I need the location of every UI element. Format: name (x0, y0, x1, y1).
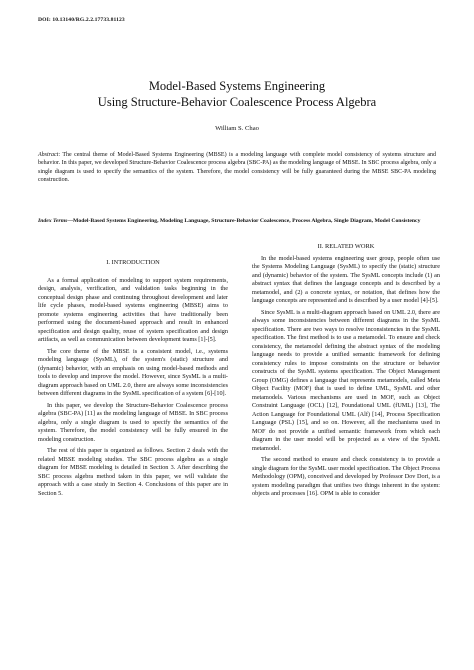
paragraph: Since SysML is a multi-diagram approach based on UML 2.0, there are always some inconsistencies between different diagrams in the SysML specification. There are two ways to resolve inconsistencies in the SysML specification. The first method is to use a metamodel. To ensure and check consistency, the metamodel defining the abstract syntax of the modeling language needs to provide a unified semantic framework for defining consistency rules to impose constraints on the structure or behavior constructs of the SysML systems specification. The Object Management Group (OMG) defines a language that represents metamodels, called Meta Object Facility (MOF) that is used to define UML, SysML and other metamodels. Various mechanisms are used in MOF, such as Object Constraint Language (OCL) [12], Foundational UML (fUML) [13], The Action Language for Foundational UML (Alf) [14], Process Specification Language (PSL) [15], and so on. However, all the mechanisms used in MOF do not provide a unified semantic framework from which each diagram in the user model will be projected as a view of the SysML metamodel. (252, 308, 440, 452)
index-terms-text: —Model-Based Systems Engineering, Modeling Language, Structure-Behavior Coalescence, Process Algebra, Single Diagram, Model Consistency (67, 218, 421, 224)
left-column (38, 259, 228, 501)
abstract-text: : The central theme of Model-Based Systems Engineering (MBSE) is a modeling language with complete model consistency of systems structure and behavior. In this paper, we developed Structure-Behavior Coalescence process algebra (SBC-PA) as the modeling language of MBSE. In SBC process algebra, only a single diagram is used to specify the semantics of the system. Therefore, the model consistency will be fully guaranteed during the MBSE SBC-PA modeling construction. (38, 152, 436, 184)
author-name: William S. Chao (215, 125, 259, 132)
paragraph: In the model-based systems engineering user group, people often use the Systems Modeling Language (SysML) to specify the (static) structure and (dynamic) behavior of the system. The SysML concepts include (1) an abstract syntax that defines the language concepts and is described by a metamodel, and (2) a concrete syntax, or notation, that defines how the language concepts are represented and is described by a user model [4]-[5]. (252, 254, 440, 304)
index-terms (38, 217, 436, 225)
paper-title-line-1: Model-Based Systems Engineering (148, 79, 326, 93)
right-column (252, 243, 440, 502)
abstract (38, 151, 436, 185)
paragraph: As a formal application of modeling to support system requirements, design, analysis, verification, and validation tasks beginning in the conceptual design phase and continuing throughout development and later life cycle phases, model-based systems engineering (MBSE) aims to promote systems engineering activities that have traditionally been performed using the document-based approach and result in enhanced specification and design quality, reuse of system specification and design artifacts, as well as communication between development teams [1]-[5]. (38, 276, 228, 343)
paragraph: The second method to ensure and check consistency is to provide a single diagram for the SysML user model specification. The Object Process Methodology (OPM), conceived and developed by Professor Dov Dori, is a system modeling paradigm that unifies two things inherent in the system: objects and processes [16]. OPM is able to consider (252, 456, 440, 497)
section-heading-introduction: I. INTRODUCTION (106, 259, 160, 266)
index-terms-label: Index Terms (38, 218, 68, 224)
abstract-label: Abstract (38, 152, 59, 158)
paragraph: The rest of this paper is organized as follows. Section 2 deals with the related MBSE modeling studies. The SBC process algebra as a single diagram for MBSE modeling is detailed in Section 3. After describing the SBC process algebra method taken in this paper, we will validate the approach with a case study in Section 4. Conclusions of this paper are in Section 5. (38, 447, 228, 497)
paragraph: In this paper, we develop the Structure-Behavior Coalescence process algebra (SBC-PA) [11] as the modeling language of MBSE. In SBC process algebra, only a single diagram is used to specify the semantics of the system. Therefore, the model consistency will be fully ensured in the modeling construction. (38, 401, 228, 443)
paragraph: The core theme of the MBSE is a consistent model, i.e., systems modeling language (SysML), of the system's (static) structure and (dynamic) behavior, with an emphasis on using model-based methods and tools to develop and improve the model. However, since SysML is a multi-diagram approach based on UML 2.0, there are always some inconsistencies between different diagrams in the SysML specification of a system [6]-[10]. (38, 347, 228, 397)
doi-line: DOI: 10.13140/RG.2.2.17733.81123 (38, 17, 125, 23)
paper-title-line-2: Using Structure-Behavior Coalescence Process Algebra (97, 95, 377, 109)
section-heading-related-work: II. RELATED WORK (317, 243, 375, 250)
